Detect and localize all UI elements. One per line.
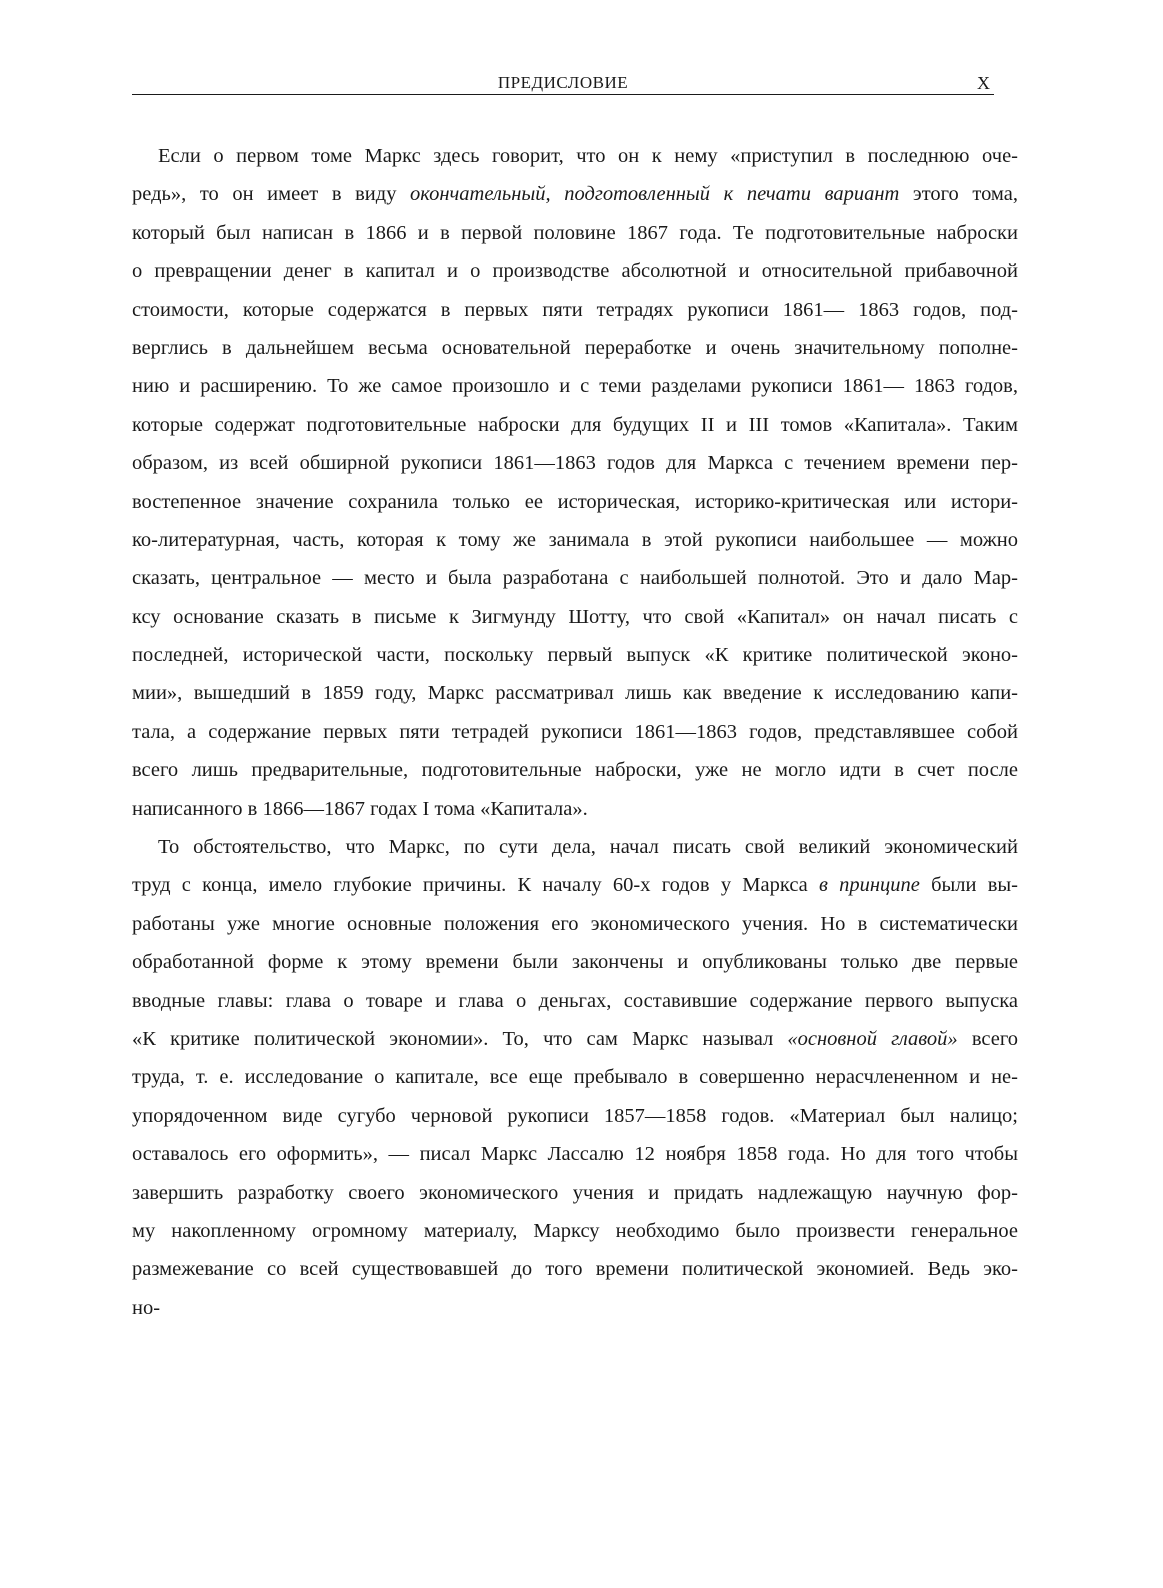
running-header	[132, 72, 994, 95]
text-line: оставалось его оформить», — писал Маркс Лассалю 12 ноября 1858 года. Но для того чтобы	[132, 1143, 1018, 1166]
text-line: нию и расширению. То же самое произошло и с теми разделами рукописи 1861— 1863 годов,	[132, 375, 1018, 398]
text-line: упорядоченном виде сугубо черновой рукописи 1857—1858 годов. «Материал был налицо;	[132, 1104, 1018, 1127]
emphasis: в принципе	[818, 874, 920, 897]
text-line: му накопленному огромному материалу, Марксу необходимо было произвести генеральное	[132, 1219, 1018, 1242]
text-line: которые содержат подготовительные наброски для будущих II и III томов «Капитала». Таким	[132, 413, 1018, 436]
text-line: размежевание со всей существовавшей до того времени политической экономией. Ведь эко-	[132, 1258, 1018, 1281]
text-line: тала, а содержание первых пяти тетрадей рукописи 1861—1863 годов, представлявшее собой	[132, 720, 1018, 743]
text-line: востепенное значение сохранила только ее историческая, историко-критическая или истори-	[132, 490, 1018, 513]
text-line: стоимости, которые содержатся в первых пяти тетрадях рукописи 1861— 1863 годов, под-	[132, 298, 1018, 321]
text-line: ко-литературная, часть, которая к тому же занимала в этой рукописи наибольшее — можно	[132, 528, 1018, 551]
text-line: То обстоятельство, что Маркс, по сути дела, начал писать свой великий экономический	[158, 836, 1018, 859]
text-line: последней, исторической части, поскольку первый выпуск «К критике политической эконо-	[132, 644, 1018, 667]
text-line: завершить разработку своего экономического учения и придать надлежащую научную фор-	[132, 1181, 1018, 1204]
paragraph	[132, 828, 1018, 1327]
text-line: «К критике политической экономии». То, что сам Маркс называл «основной главой» всего	[132, 1027, 1018, 1050]
text-line: верглись в дальнейшем весьма основательной переработке и очень значительному пополне-	[132, 336, 1018, 359]
text-line: труд с конца, имело глубокие причины. К началу 60-х годов у Маркса в принципе были вы-	[132, 874, 1018, 897]
text-line: образом, из всей обширной рукописи 1861—1863 годов для Маркса с течением времени пер-	[132, 452, 1018, 475]
text-line: обработанной форме к этому времени были закончены и опубликованы только две первые	[132, 951, 1018, 974]
text-line: написанного в 1866—1867 годах I тома «Капитала».	[132, 797, 588, 820]
running-header-title: ПРЕДИСЛОВИЕ	[497, 73, 629, 92]
text-line: Если о первом томе Маркс здесь говорит, что он к нему «приступил в последнюю оче-	[158, 145, 1018, 167]
text-line: о превращении денег в капитал и о производстве абсолютной и относительной прибавочной	[132, 260, 1018, 283]
text-line: ксу основание сказать в письме к Зигмунду Шотту, что свой «Капитал» он начал писать с	[132, 605, 1018, 628]
page-number: X	[977, 73, 990, 93]
text-line: вводные главы: глава о товаре и глава о деньгах, составившие содержание первого выпуска	[132, 989, 1018, 1012]
paragraph	[132, 137, 1018, 828]
text-line: сказать, центральное — место и была разработана с наибольшей полнотой. Это и дало Мар-	[132, 567, 1018, 590]
text-line: который был написан в 1866 и в первой половине 1867 года. Те подготовительные наброски	[132, 221, 1018, 244]
text-line: всего лишь предварительные, подготовительные наброски, уже не могло идти в счет после	[132, 759, 1018, 782]
text-line: работаны уже многие основные положения его экономического учения. Но в систематически	[132, 912, 1018, 935]
text-line: мии», вышедший в 1859 году, Маркс рассматривал лишь как введение к исследованию капи-	[132, 682, 1018, 705]
body-text	[132, 137, 1018, 1327]
text-line: труда, т. е. исследование о капитале, все еще пребывало в совершенно нерасчлененном и не-	[132, 1066, 1018, 1089]
text-line: но-	[132, 1296, 161, 1319]
text-line: редь», то он имеет в виду окончательный, подготовленный к печати вариант этого тома,	[132, 183, 1018, 206]
emphasis: «основной главой»	[787, 1027, 958, 1050]
emphasis: окончательный, подготовленный к печати вариант	[410, 183, 900, 206]
